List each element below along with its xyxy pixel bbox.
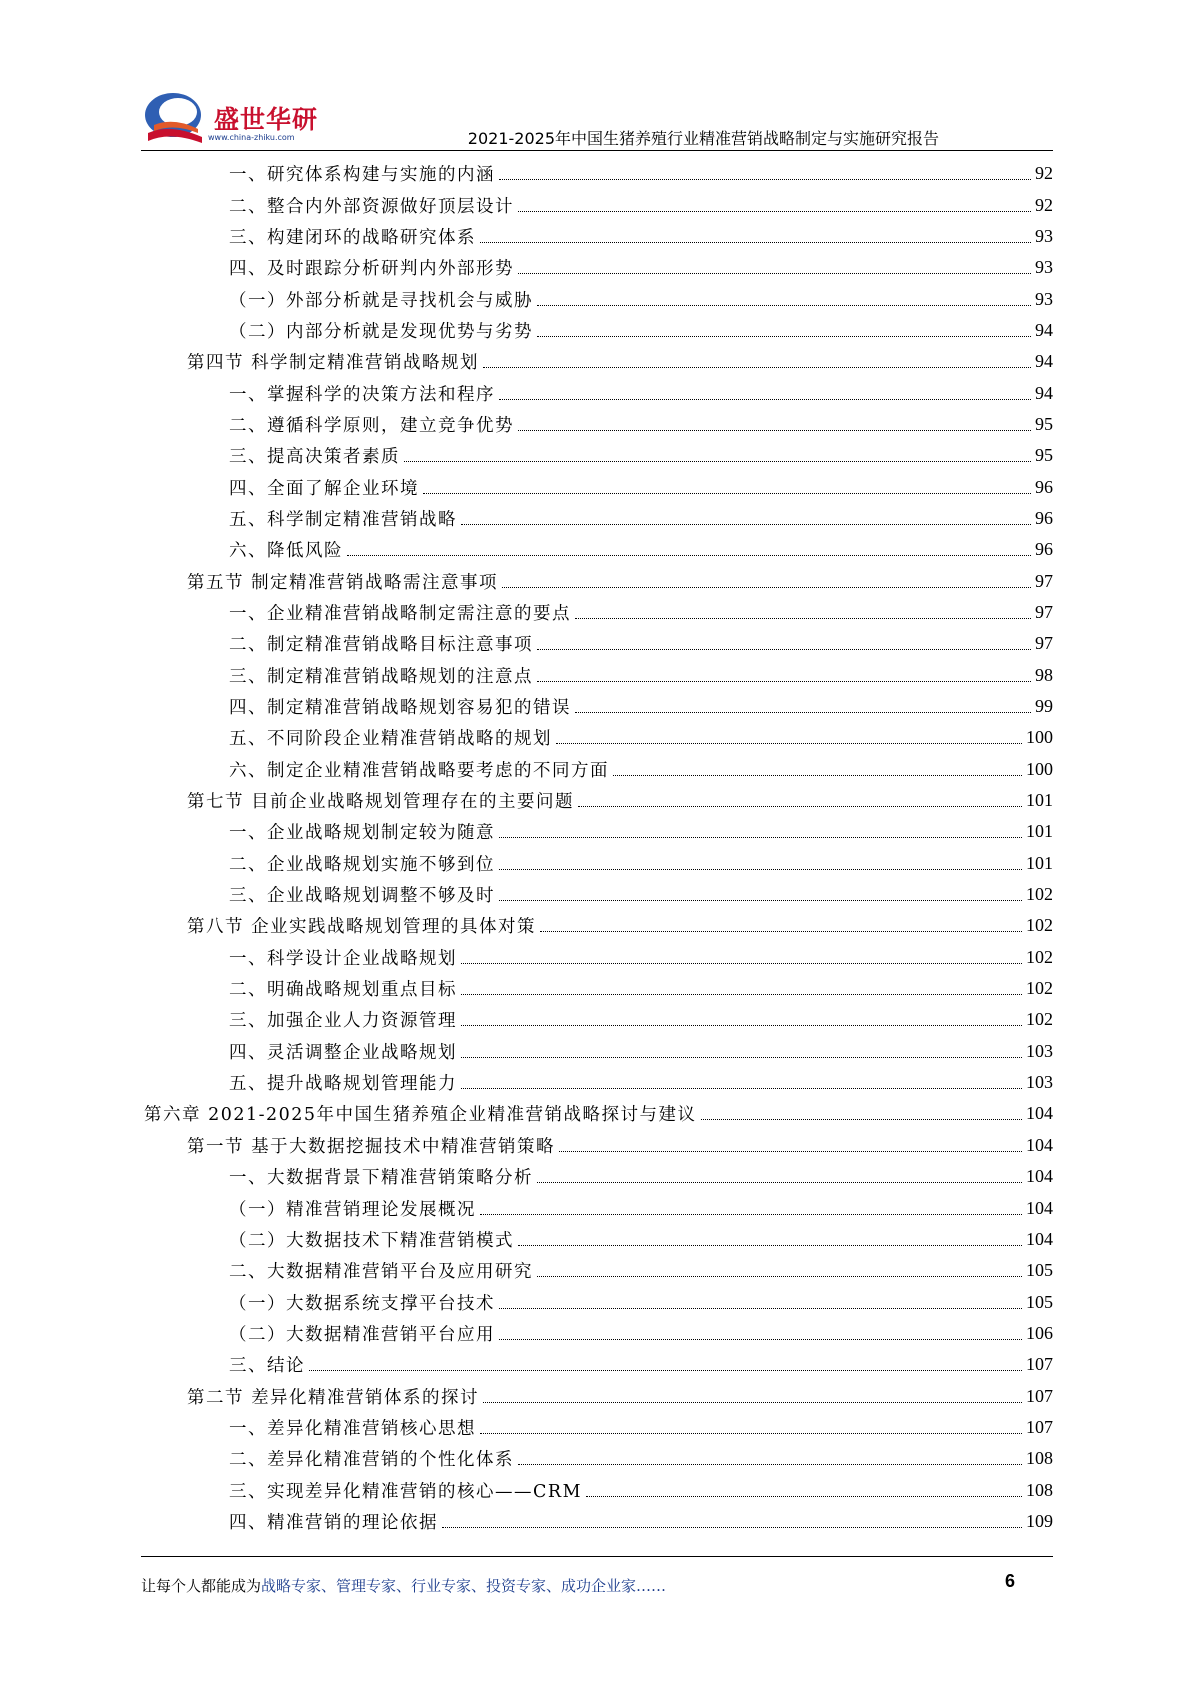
toc-entry-page: 94 <box>1035 382 1053 403</box>
toc-entry[interactable] <box>0 691 1053 722</box>
toc-entry-page: 107 <box>1026 1385 1053 1406</box>
toc-leader-dots <box>461 994 1022 995</box>
toc-entry[interactable] <box>0 377 1053 408</box>
toc-entry[interactable] <box>0 879 1053 910</box>
header-divider <box>141 150 1053 151</box>
toc-leader-dots <box>480 242 1031 243</box>
toc-entry[interactable] <box>0 1412 1053 1443</box>
toc-entry-title: 五、提升战略规划管理能力 <box>229 1074 457 1095</box>
toc-entry[interactable] <box>0 1506 1053 1537</box>
toc-entry[interactable] <box>0 158 1053 189</box>
toc-entry-page: 101 <box>1026 821 1053 842</box>
toc-entry-page: 97 <box>1035 601 1053 622</box>
toc-entry-title: 六、降低风险 <box>229 541 343 562</box>
toc-entry-page: 108 <box>1026 1479 1053 1500</box>
toc-entry-page: 97 <box>1035 633 1053 654</box>
toc-entry[interactable] <box>0 1380 1053 1411</box>
toc-leader-dots <box>404 461 1031 462</box>
toc-entry-title: 三、提高决策者素质 <box>229 447 400 468</box>
toc-entry-page: 100 <box>1026 727 1053 748</box>
toc-entry-title: 三、企业战略规划调整不够及时 <box>229 886 495 907</box>
toc-entry[interactable] <box>0 471 1053 502</box>
toc-leader-dots <box>518 273 1031 274</box>
toc-entry[interactable] <box>0 440 1053 471</box>
toc-entry-title: 第一节 基于大数据挖掘技术中精准营销策略 <box>187 1136 556 1157</box>
toc-entry[interactable] <box>0 346 1053 377</box>
toc-leader-dots <box>499 1339 1022 1340</box>
toc-entry[interactable] <box>0 1161 1053 1192</box>
toc-entry-page: 93 <box>1035 288 1053 309</box>
toc-entry-title: 三、加强企业人力资源管理 <box>229 1011 457 1032</box>
toc-entry[interactable] <box>0 189 1053 220</box>
toc-leader-dots <box>518 1464 1022 1465</box>
page-number: 6 <box>1004 1571 1015 1591</box>
toc-entry-page: 104 <box>1026 1228 1053 1249</box>
toc-entry[interactable] <box>0 722 1053 753</box>
toc-entry-page: 107 <box>1026 1354 1053 1375</box>
toc-entry-title: 二、企业战略规划实施不够到位 <box>229 854 495 875</box>
toc-entry-title: 一、掌握科学的决策方法和程序 <box>229 384 495 405</box>
toc-entry-title: 第六章 2021-2025年中国生猪养殖企业精准营销战略探讨与建议 <box>144 1105 697 1126</box>
toc-entry[interactable] <box>0 973 1053 1004</box>
toc-entry-title: （二）内部分析就是发现优势与劣势 <box>229 321 533 342</box>
toc-entry-page: 109 <box>1026 1510 1053 1531</box>
toc-leader-dots <box>499 900 1022 901</box>
toc-entry-page: 96 <box>1035 539 1053 560</box>
toc-leader-dots <box>499 869 1022 870</box>
toc-entry[interactable] <box>0 1098 1053 1129</box>
toc-entry-page: 102 <box>1026 884 1053 905</box>
toc-leader-dots <box>483 1402 1022 1403</box>
toc-entry[interactable] <box>0 1286 1053 1317</box>
toc-entry[interactable] <box>0 597 1053 628</box>
toc-entry-page: 102 <box>1026 946 1053 967</box>
toc-entry-title: 四、精准营销的理论依据 <box>229 1512 438 1533</box>
toc-entry-title: 第七节 目前企业战略规划管理存在的主要问题 <box>187 792 575 813</box>
toc-leader-dots <box>537 1276 1022 1277</box>
toc-entry-page: 97 <box>1035 570 1053 591</box>
toc-entry-title: 四、灵活调整企业战略规划 <box>229 1042 457 1063</box>
toc-entry-title: 六、制定企业精准营销战略要考虑的不同方面 <box>229 760 609 781</box>
toc-leader-dots <box>537 681 1031 682</box>
toc-leader-dots <box>518 430 1031 431</box>
toc-entry-page: 106 <box>1026 1322 1053 1343</box>
toc-entry-title: 二、整合内外部资源做好顶层设计 <box>229 196 514 217</box>
toc-entry-page: 104 <box>1026 1134 1053 1155</box>
toc-entry-title: 四、及时跟踪分析研判内外部形势 <box>229 259 514 280</box>
toc-entry[interactable] <box>0 315 1053 346</box>
toc-entry-page: 94 <box>1035 319 1053 340</box>
toc-entry-page: 107 <box>1026 1416 1053 1437</box>
toc-entry[interactable] <box>0 409 1053 440</box>
toc-entry-page: 92 <box>1035 163 1053 184</box>
toc-entry-title: 一、大数据背景下精准营销策略分析 <box>229 1168 533 1189</box>
toc-entry-title: 第四节 科学制定精准营销战略规划 <box>187 353 480 374</box>
slogan-highlight: 战略专家、管理专家、行业专家、投资专家、成功企业家…… <box>261 1577 667 1595</box>
toc-leader-dots <box>518 211 1031 212</box>
toc-entry-title: 一、差异化精准营销核心思想 <box>229 1418 476 1439</box>
toc-entry-title: 一、企业战略规划制定较为随意 <box>229 823 495 844</box>
toc-entry-title: 三、实现差异化精准营销的核心——CRM <box>229 1481 582 1502</box>
toc-entry[interactable] <box>0 1036 1053 1067</box>
toc-leader-dots <box>575 712 1031 713</box>
toc-leader-dots <box>499 1308 1022 1309</box>
toc-leader-dots <box>461 524 1031 525</box>
toc-leader-dots <box>537 1182 1022 1183</box>
toc-entry[interactable] <box>0 534 1053 565</box>
toc-leader-dots <box>540 931 1022 932</box>
toc-entry-page: 96 <box>1035 476 1053 497</box>
toc-entry-page: 104 <box>1026 1166 1053 1187</box>
toc-entry-page: 96 <box>1035 507 1053 528</box>
toc-entry-page: 101 <box>1026 852 1053 873</box>
footer-slogan <box>141 1575 666 1596</box>
toc-leader-dots <box>701 1119 1022 1120</box>
toc-entry[interactable] <box>0 1474 1053 1505</box>
toc-entry[interactable] <box>0 754 1053 785</box>
toc-entry[interactable] <box>0 910 1053 941</box>
toc-entry-title: （一）外部分析就是寻找机会与威胁 <box>229 290 533 311</box>
toc-entry-page: 93 <box>1035 225 1053 246</box>
toc-entry-title: 二、差异化精准营销的个性化体系 <box>229 1450 514 1471</box>
toc-entry[interactable] <box>0 628 1053 659</box>
toc-entry-title: （一）精准营销理论发展概况 <box>229 1199 476 1220</box>
toc-entry-title: 二、遵循科学原则，建立竞争优势 <box>229 415 514 436</box>
slogan-prefix: 让每个人都能成为 <box>141 1577 262 1595</box>
toc-entry-page: 94 <box>1035 351 1053 372</box>
toc-leader-dots <box>442 1527 1022 1528</box>
toc-entry[interactable] <box>0 1004 1053 1035</box>
toc-entry[interactable] <box>0 816 1053 847</box>
toc-leader-dots <box>423 493 1031 494</box>
toc-entry[interactable] <box>0 221 1053 252</box>
toc-entry-page: 105 <box>1026 1291 1053 1312</box>
brand-url: www.china-zhiku.com <box>208 133 295 142</box>
toc-entry-page: 101 <box>1026 790 1053 811</box>
toc-entry[interactable] <box>0 1318 1053 1349</box>
toc-leader-dots <box>556 743 1022 744</box>
toc-entry-page: 104 <box>1026 1103 1053 1124</box>
toc-entry-title: 第二节 差异化精准营销体系的探讨 <box>187 1387 480 1408</box>
toc-entry-page: 100 <box>1026 758 1053 779</box>
toc-entry-page: 103 <box>1026 1040 1053 1061</box>
toc-entry-title: 三、结论 <box>229 1356 305 1377</box>
toc-entry-title: （二）大数据技术下精准营销模式 <box>229 1230 514 1251</box>
toc-leader-dots <box>347 555 1031 556</box>
toc-entry-title: （二）大数据精准营销平台应用 <box>229 1324 495 1345</box>
toc-leader-dots <box>537 336 1031 337</box>
toc-entry[interactable] <box>0 1443 1053 1474</box>
toc-entry-title: 三、构建闭环的战略研究体系 <box>229 227 476 248</box>
toc-leader-dots <box>499 399 1031 400</box>
toc-entry[interactable] <box>0 283 1053 314</box>
toc-leader-dots <box>461 1088 1022 1089</box>
brand-name: 盛世华研 <box>214 105 319 134</box>
toc-entry-page: 93 <box>1035 257 1053 278</box>
toc-entry[interactable] <box>0 848 1053 879</box>
toc-entry-title: 四、全面了解企业环境 <box>229 478 419 499</box>
toc-leader-dots <box>586 1496 1022 1497</box>
toc-entry[interactable] <box>0 565 1053 596</box>
toc-leader-dots <box>575 618 1031 619</box>
toc-entry-page: 104 <box>1026 1197 1053 1218</box>
table-of-contents <box>0 158 1191 1537</box>
toc-entry[interactable] <box>0 1130 1053 1161</box>
toc-entry-title: 二、明确战略规划重点目标 <box>229 980 457 1001</box>
toc-entry[interactable] <box>0 1255 1053 1286</box>
toc-entry[interactable] <box>0 252 1053 283</box>
toc-leader-dots <box>483 367 1031 368</box>
toc-leader-dots <box>537 649 1031 650</box>
toc-entry-page: 92 <box>1035 194 1053 215</box>
toc-entry-title: 一、企业精准营销战略制定需注意的要点 <box>229 603 571 624</box>
toc-entry[interactable] <box>0 1192 1053 1223</box>
toc-entry-page: 102 <box>1026 915 1053 936</box>
toc-entry-page: 105 <box>1026 1260 1053 1281</box>
toc-entry-page: 95 <box>1035 445 1053 466</box>
toc-entry[interactable] <box>0 942 1053 973</box>
toc-leader-dots <box>461 1057 1022 1058</box>
toc-entry-title: 三、制定精准营销战略规划的注意点 <box>229 666 533 687</box>
toc-entry[interactable] <box>0 1067 1053 1098</box>
toc-entry-page: 95 <box>1035 413 1053 434</box>
toc-entry-title: （一）大数据系统支撑平台技术 <box>229 1293 495 1314</box>
toc-entry[interactable] <box>0 1224 1053 1255</box>
toc-entry-page: 102 <box>1026 978 1053 999</box>
toc-leader-dots <box>613 775 1022 776</box>
toc-leader-dots <box>559 1151 1022 1152</box>
toc-entry-title: 二、制定精准营销战略目标注意事项 <box>229 635 533 656</box>
toc-leader-dots <box>480 1433 1022 1434</box>
toc-entry-page: 99 <box>1035 696 1053 717</box>
toc-entry-page: 108 <box>1026 1448 1053 1469</box>
toc-entry-title: 四、制定精准营销战略规划容易犯的错误 <box>229 698 571 719</box>
toc-entry[interactable] <box>0 660 1053 691</box>
report-title: 2021-2025年中国生猪养殖行业精准营销战略制定与实施研究报告 <box>467 129 939 148</box>
toc-leader-dots <box>461 963 1022 964</box>
toc-leader-dots <box>502 587 1031 588</box>
toc-leader-dots <box>480 1214 1022 1215</box>
toc-entry-page: 102 <box>1026 1009 1053 1030</box>
toc-entry-title: 一、研究体系构建与实施的内涵 <box>229 165 495 186</box>
toc-leader-dots <box>499 837 1022 838</box>
toc-leader-dots <box>499 179 1031 180</box>
toc-leader-dots <box>309 1370 1022 1371</box>
toc-entry[interactable] <box>0 503 1053 534</box>
toc-entry-title: 五、不同阶段企业精准营销战略的规划 <box>229 729 552 750</box>
toc-leader-dots <box>537 305 1031 306</box>
toc-entry-title: 二、大数据精准营销平台及应用研究 <box>229 1262 533 1283</box>
footer-divider <box>141 1556 1053 1557</box>
toc-entry-page: 98 <box>1035 664 1053 685</box>
toc-entry-title: 第八节 企业实践战略规划管理的具体对策 <box>187 917 537 938</box>
toc-entry[interactable] <box>0 785 1053 816</box>
toc-entry[interactable] <box>0 1349 1053 1380</box>
toc-entry-title: 五、科学制定精准营销战略 <box>229 509 457 530</box>
toc-leader-dots <box>578 806 1022 807</box>
toc-leader-dots <box>461 1025 1022 1026</box>
toc-entry-title: 一、科学设计企业战略规划 <box>229 948 457 969</box>
toc-leader-dots <box>518 1245 1022 1246</box>
page-header <box>0 0 1191 160</box>
toc-entry-title: 第五节 制定精准营销战略需注意事项 <box>187 572 499 593</box>
toc-entry-page: 103 <box>1026 1072 1053 1093</box>
